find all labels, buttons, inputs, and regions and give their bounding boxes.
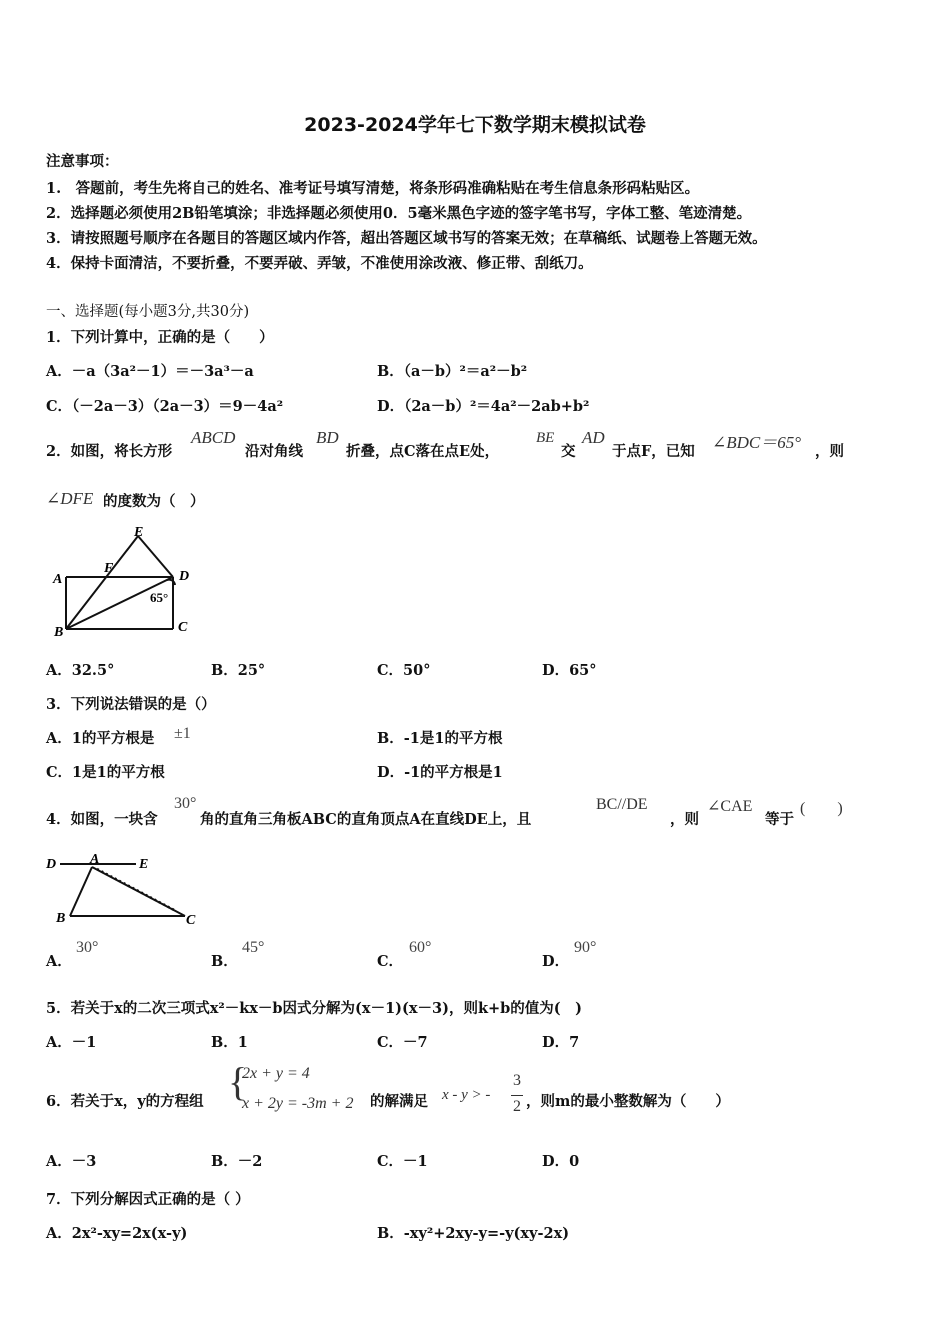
q5-option-b: B．1 xyxy=(211,1034,248,1051)
q3-option-c: C．1是1的平方根 xyxy=(46,764,165,781)
q7-stem: 7．下列分解因式正确的是（ ） xyxy=(46,1191,250,1208)
q2-text-3: 折叠，点C落在点E处， xyxy=(346,443,500,460)
q4-option-b-value: 45° xyxy=(242,939,265,956)
q6-option-b: B．－2 xyxy=(211,1153,263,1170)
section-heading: 一、选择题(每小题3分,共30分) xyxy=(46,304,250,320)
q4-math-angle-cae: ∠CAE xyxy=(707,798,753,815)
q5-option-d: D．7 xyxy=(542,1034,580,1051)
q6-option-a: A．－3 xyxy=(46,1153,97,1170)
q4-option-a-label: A． xyxy=(46,953,72,970)
q4-option-b-label: B． xyxy=(211,953,238,970)
q5-option-a: A．－1 xyxy=(46,1034,97,1051)
q2-option-b: B．25° xyxy=(211,662,266,679)
figure-label-d: D xyxy=(46,857,57,872)
q4-text-4: 等于 xyxy=(765,811,794,828)
notice-item-4: 4．保持卡面清洁，不要折叠，不要弄破、弄皱，不准使用涂改液、修正带、刮纸刀。 xyxy=(46,255,593,272)
q6-text-3: ，则m的最小整数解为（ ） xyxy=(526,1093,730,1110)
q6-fraction-denominator: 2 xyxy=(513,1098,521,1115)
q4-text-2: 角的直角三角板ABC的直角顶点A在直线DE上，且 xyxy=(200,811,532,828)
q6-option-c: C．－1 xyxy=(377,1153,428,1170)
q6-equation-2: x + 2y = -3m + 2 xyxy=(242,1095,354,1112)
q6-text-1: 6．若关于x，y的方程组 xyxy=(46,1093,204,1110)
q2-math-be: BE xyxy=(536,430,555,446)
q2-option-a: A．32.5° xyxy=(46,662,115,679)
q4-text-1: 4．如图，一块含 xyxy=(46,811,158,828)
notice-heading: 注意事项： xyxy=(46,153,119,170)
page-title: 2023-2024学年七下数学期末模拟试卷 xyxy=(304,114,646,136)
q2-math-angle-dfe: ∠DFE xyxy=(46,489,94,508)
figure-label-a: A xyxy=(90,852,100,867)
q6-inequality: x - y > - xyxy=(442,1087,491,1103)
q4-option-a-value: 30° xyxy=(76,939,99,956)
q2-text-5: 于点F，已知 xyxy=(612,443,695,460)
q1-option-a: A．－a（3a²－1）＝－3a³－a xyxy=(46,363,254,380)
q6-fraction-bar xyxy=(511,1095,523,1096)
notice-item-2: 2．选择题必须使用2B铅笔填涂；非选择题必须使用0．5毫米黑色字迹的签字笔书写，字体工整、笔迹清楚。 xyxy=(46,205,752,222)
q2-option-d: D．65° xyxy=(542,662,597,679)
figure-label-e: E xyxy=(139,857,149,872)
q1-option-b: B．（a－b）²＝a²－b² xyxy=(377,363,528,380)
q2-text-2: 沿对角线 xyxy=(245,443,303,460)
q1-option-d: D．（2a－b）²＝4a²－2ab+b² xyxy=(377,398,590,415)
q1-stem: 1．下列计算中，正确的是（ ） xyxy=(46,329,274,346)
q6-fraction-numerator: 3 xyxy=(513,1072,521,1089)
figure-label-d: D xyxy=(179,569,190,584)
q4-option-c-value: 60° xyxy=(409,939,432,956)
q4-option-d-value: 90° xyxy=(574,939,597,956)
q3-option-a: A．1的平方根是 xyxy=(46,730,155,747)
q5-option-c: C．－7 xyxy=(377,1034,428,1051)
q4-text-3: ，则 xyxy=(670,811,699,828)
figure-label-a: A xyxy=(53,572,63,587)
q2-math-ad: AD xyxy=(582,428,605,447)
figure-label-b: B xyxy=(56,911,66,926)
q4-option-c-label: C． xyxy=(377,953,404,970)
q6-option-d: D．0 xyxy=(542,1153,580,1170)
q6-text-2: 的解满足 xyxy=(370,1093,428,1110)
figure-label-e: E xyxy=(134,525,144,540)
q2-math-abcd: ABCD xyxy=(191,428,236,447)
q7-option-a: A．2x²-xy=2x(x-y) xyxy=(46,1225,188,1242)
figure-label-b: B xyxy=(54,625,64,640)
figure-label-c: C xyxy=(178,620,188,635)
q3-stem: 3．下列说法错误的是（） xyxy=(46,696,216,713)
q3-option-b: B．-1是1的平方根 xyxy=(377,730,503,747)
figure-label-c: C xyxy=(186,913,196,927)
q2-text-1: 2．如图，将长方形 xyxy=(46,443,173,460)
q5-stem: 5．若关于x的二次三项式x²－kx－b因式分解为(x－1)(x－3)，则k+b的值为( ) xyxy=(46,1000,583,1017)
q7-option-b: B．-xy²+2xy-y=-y(xy-2x) xyxy=(377,1225,570,1242)
q2-math-bd: BD xyxy=(316,428,339,447)
q2-text-4: 交 xyxy=(561,443,576,460)
q4-math-paren: ( ) xyxy=(800,800,843,817)
figure-label-f: F xyxy=(104,561,114,576)
q4-math-parallel: BC//DE xyxy=(596,796,648,813)
q4-figure-triangle xyxy=(44,847,204,927)
q2-text-7: 的度数为（ ） xyxy=(103,493,205,510)
q2-text-6: ，则 xyxy=(815,443,844,460)
q4-option-d-label: D． xyxy=(542,953,570,970)
q2-figure-rectangle-fold xyxy=(50,522,200,640)
figure-label-65: 65° xyxy=(150,590,169,605)
notice-item-1: 1. 答题前，考生先将自己的姓名、准考证号填写清楚，将条形码准确粘贴在考生信息条形码粘贴区。 xyxy=(46,180,700,197)
q6-system-brace: { xyxy=(228,1059,248,1104)
q3-option-d: D．-1的平方根是1 xyxy=(377,764,503,781)
q6-equation-1: 2x + y = 4 xyxy=(242,1065,310,1082)
q2-option-c: C．50° xyxy=(377,662,431,679)
q1-option-c: C．（－2a－3）（2a－3）＝9－4a² xyxy=(46,398,284,415)
q2-math-angle-bdc: ∠BDC＝65° xyxy=(712,433,802,452)
q4-math-30: 30° xyxy=(174,795,197,812)
notice-item-3: 3．请按照题号顺序在各题目的答题区域内作答，超出答题区域书写的答案无效；在草稿纸、试题卷上答题无效。 xyxy=(46,230,767,247)
q3-option-a-math: ±1 xyxy=(174,725,191,742)
